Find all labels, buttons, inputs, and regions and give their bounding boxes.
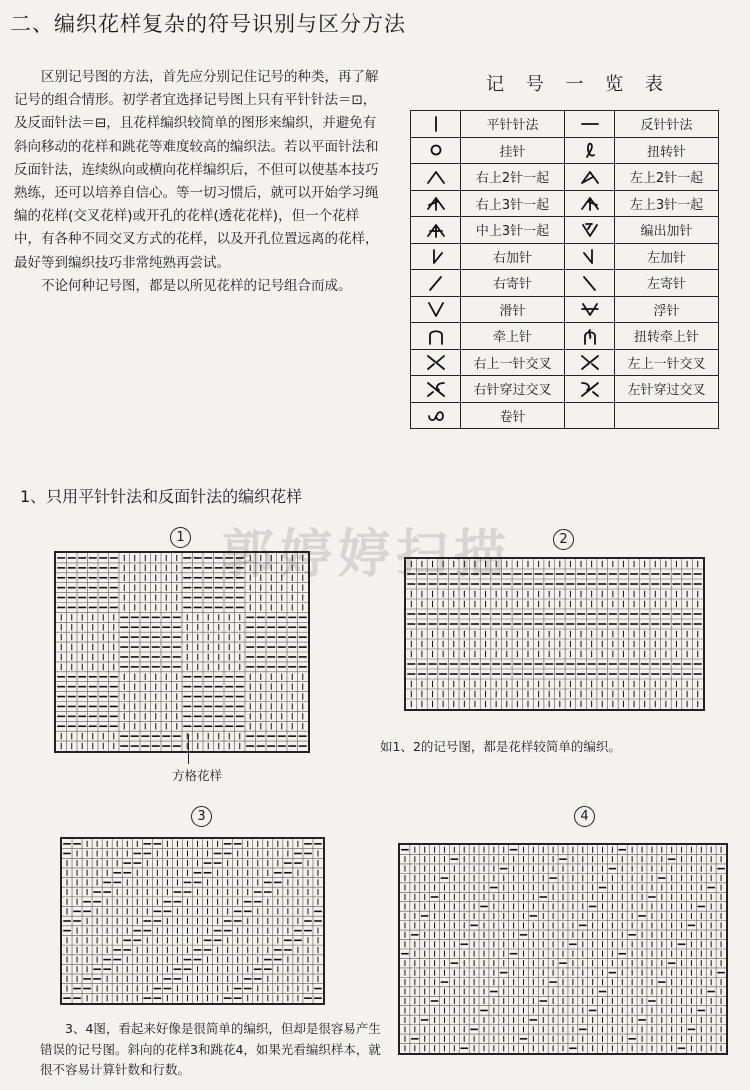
intro-paragraph-2: 不论何种记号图，都是以所见花样的记号组合而成。 — [41, 277, 352, 294]
vertical-bar-icon — [411, 111, 461, 138]
left-slant-icon — [565, 270, 615, 297]
symbol-name: 扭转针 — [615, 137, 719, 164]
symbol-row — [411, 217, 719, 244]
chart-1-caption: 方格花样 — [172, 768, 223, 783]
symbol-name: 平针针法 — [461, 111, 565, 138]
chart-2-caption: 如1、2的记号图，都是花样较简单的编织。 — [380, 739, 621, 754]
symbol-name: 左上3针一起 — [615, 190, 719, 217]
page-title: 二、编织花样复杂的符号识别与区分方法 — [10, 12, 406, 36]
symbol-row — [411, 111, 719, 138]
symbol-name: 挂针 — [461, 137, 565, 164]
left-2-together-icon — [565, 164, 615, 191]
float-icon — [565, 296, 615, 323]
symbol-name: 右寄针 — [461, 270, 565, 297]
note-text: 3、4图，看起来好像是很简单的编织，但却是很容易产生错误的记号图。斜向的花样3和跳花4，如果光看编织样本，就很不容易计算针数和行数。 — [40, 1021, 381, 1077]
symbol-name: 左寄针 — [615, 270, 719, 297]
chart-number-1: 1 — [170, 526, 191, 548]
symbol-name: 左针穿过交叉 — [615, 376, 719, 403]
symbol-name: 反针针法 — [615, 111, 719, 138]
right-3-together-icon — [411, 190, 461, 217]
symbol-name: 右上一针交叉 — [461, 349, 565, 376]
center-3-together-icon — [411, 217, 461, 244]
symbol-name: 右上3针一起 — [461, 190, 565, 217]
knit-chart-3 — [60, 837, 325, 1005]
intro-paragraph-1: 区别记号图的方法，首先应分别记住记号的种类，再了解记号的组合情形。初学者宜选择记号图上只有平针针法＝⊡，及反面针法＝⊟，且花样编织较简单的图形来编织，并避免有斜向移动的花样和跳花等难度较高的编织法。若以平面针法和反面针法，连续纵向或横向花样编织后，不但可以使基本技巧熟练，还可以培养自信心。等一切习惯后，就可以开始学习绳编的花样(交叉花样)或开孔的花样(透花花样)，但一个花样中，有各种不同交叉方式的花样，以及开孔位置远离的花样，最好等到编织技巧非常纯熟再尝试。 — [14, 69, 379, 271]
caption-pointer — [188, 734, 189, 764]
left-through-cross-icon — [565, 376, 615, 403]
twist-arch-icon — [565, 323, 615, 350]
symbol-name: 右针穿过交叉 — [461, 376, 565, 403]
symbol-name: 左上2针一起 — [615, 164, 719, 191]
horizontal-bar-icon — [565, 111, 615, 138]
right-through-cross-icon — [411, 376, 461, 403]
symbol-table-title: 记 号 一 览 表 — [486, 74, 671, 95]
increase-3-icon — [565, 217, 615, 244]
watermark: 郭婷婷扫描 — [222, 525, 513, 585]
symbol-row — [411, 270, 719, 297]
knit-chart-1 — [54, 551, 310, 753]
symbol-name: 左加针 — [615, 243, 719, 270]
symbol-name: 滑针 — [461, 296, 565, 323]
symbol-row — [411, 349, 719, 376]
symbol-name: 浮针 — [615, 296, 719, 323]
arch-icon — [411, 323, 461, 350]
right-slant-icon — [411, 270, 461, 297]
symbol-name: 牵上针 — [461, 323, 565, 350]
left-3-together-icon — [565, 190, 615, 217]
chart-number-2: 2 — [553, 528, 574, 550]
section-heading: 1、只用平针针法和反面针法的编织花样 — [20, 487, 303, 506]
symbol-name: 右上2针一起 — [461, 164, 565, 191]
twist-loop-icon — [565, 137, 615, 164]
knit-chart-4 — [398, 843, 728, 1055]
right-increase-icon — [411, 243, 461, 270]
symbol-row — [411, 323, 719, 350]
symbol-name: 编出加针 — [615, 217, 719, 244]
roll-icon — [411, 402, 461, 429]
symbol-row — [411, 190, 719, 217]
left-cross-icon — [565, 349, 615, 376]
symbol-name — [615, 402, 719, 429]
chart-number-4: 4 — [574, 805, 595, 827]
symbol-row — [411, 402, 719, 429]
left-increase-icon — [565, 243, 615, 270]
symbol-name: 中上3针一起 — [461, 217, 565, 244]
empty-symbol-cell — [565, 402, 615, 429]
symbol-row — [411, 243, 719, 270]
symbol-table — [410, 110, 719, 429]
intro-text — [14, 66, 380, 298]
knit-chart-2 — [404, 557, 705, 711]
symbol-name: 右加针 — [461, 243, 565, 270]
charts-3-4-note — [40, 1019, 385, 1081]
right-2-together-icon — [411, 164, 461, 191]
symbol-row — [411, 296, 719, 323]
symbol-row — [411, 376, 719, 403]
symbol-name: 左上一针交叉 — [615, 349, 719, 376]
chart-number-3: 3 — [191, 805, 212, 827]
symbol-name: 卷针 — [461, 402, 565, 429]
symbol-row — [411, 137, 719, 164]
symbol-row — [411, 164, 719, 191]
slip-icon — [411, 296, 461, 323]
circle-icon — [411, 137, 461, 164]
symbol-name: 扭转牵上针 — [615, 323, 719, 350]
right-cross-icon — [411, 349, 461, 376]
